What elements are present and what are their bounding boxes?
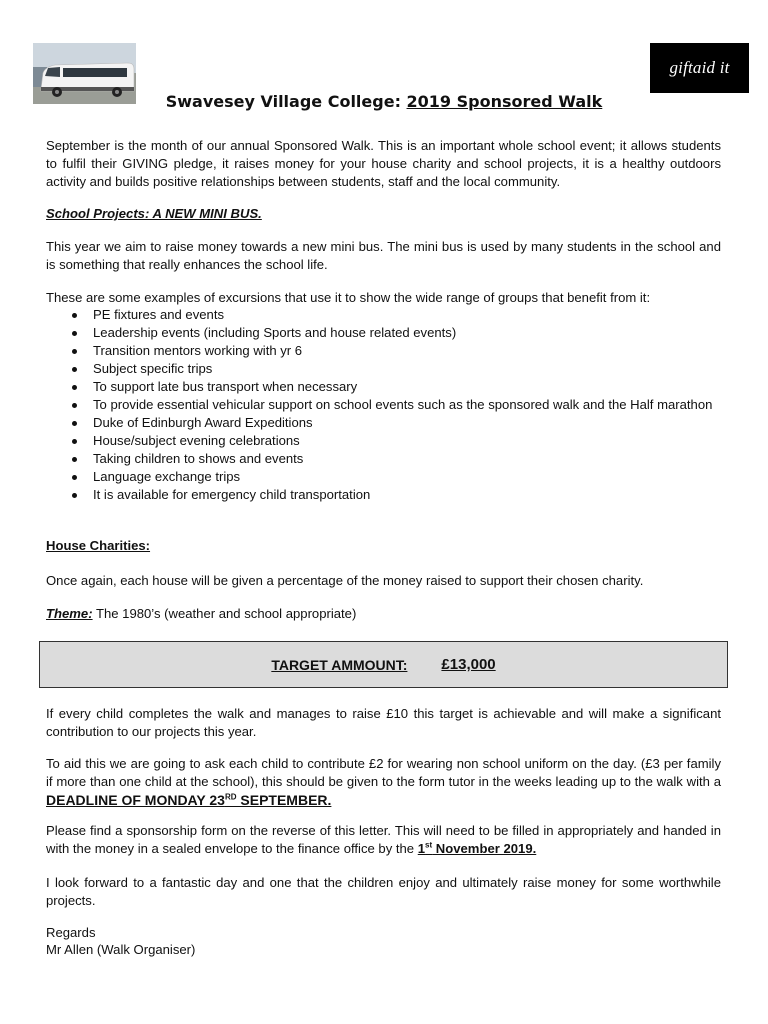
list-item [46, 306, 721, 324]
list-item-text: Subject specific trips [93, 361, 213, 376]
list-item-text: To support late bus transport when necessary [93, 379, 358, 394]
return-date [418, 841, 537, 856]
giftaid-logo [650, 43, 749, 93]
bullet-icon [72, 493, 77, 498]
title-prefix: Swavesey Village College: [165, 92, 407, 111]
list-item-text: Duke of Edinburgh Award Expeditions [93, 415, 313, 430]
charities-paragraph: Once again, each house will be given a percentage of the money raised to support their chosen charity. [46, 573, 644, 588]
intro-paragraph: September is the month of our annual Sponsored Walk. This is an important whole school event; it allows students to fulfil their GIVING pledge, it raises money for your house charity and school projects, it is a healthy outdoors activity and builds positive relationships between students, staff and the local community. [46, 138, 721, 189]
page-title [0, 92, 768, 111]
list-item [46, 324, 721, 342]
excursions-list [46, 306, 721, 504]
projects-paragraph: This year we aim to raise money towards a new mini bus. The mini bus is used by many students in the school and is something that really enhances the school life. [46, 239, 721, 272]
return-date-sup: st [425, 840, 433, 850]
bullet-icon [72, 439, 77, 444]
projects-heading-text: School Projects: A NEW MINI BUS. [46, 206, 262, 221]
bullet-icon [72, 313, 77, 318]
theme-text: The 1980’s (weather and school appropriate) [92, 606, 357, 621]
list-item-text: Taking children to shows and events [93, 451, 304, 466]
giftaid-logo-text: giftaid it [669, 58, 730, 77]
bullet-icon [72, 421, 77, 426]
target-label: TARGET AMMOUNT: [271, 656, 408, 673]
list-item [46, 396, 721, 414]
target-amount: £13,000 [441, 656, 496, 673]
bullet-icon [72, 457, 77, 462]
return-date-main: 1 [417, 841, 426, 856]
body-paragraph-3 [46, 822, 721, 858]
list-item [46, 414, 721, 432]
bullet-icon [72, 349, 77, 354]
list-item-text: Leadership events (including Sports and house related events) [93, 325, 457, 340]
theme-line [46, 605, 721, 623]
projects-heading [46, 205, 721, 223]
list-item-text: To provide essential vehicular support on school events such as the sponsored walk and the Half marathon [93, 397, 713, 412]
title-underlined: 2019 Sponsored Walk [406, 92, 603, 111]
bullet-icon [72, 367, 77, 372]
list-item-text: Language exchange trips [93, 469, 241, 484]
bullet-icon [72, 385, 77, 390]
list-item-text: Transition mentors working with yr 6 [93, 343, 303, 358]
charities-heading [46, 537, 721, 555]
regards: Regards [46, 925, 96, 940]
bullet-icon [72, 475, 77, 480]
target-amount-box [39, 641, 728, 688]
list-item [46, 432, 721, 450]
list-item-text: PE fixtures and events [93, 307, 225, 322]
list-item-text: It is available for emergency child transportation [93, 487, 371, 502]
list-item [46, 450, 721, 468]
deadline-main: DEADLINE OF MONDAY 23 [46, 792, 225, 808]
list-item [46, 486, 721, 504]
list-intro: These are some examples of excursions that use it to show the wide range of groups that benefit from it: [46, 290, 651, 305]
theme-label: Theme: [46, 606, 93, 621]
list-item [46, 360, 721, 378]
deadline-text [46, 792, 331, 808]
signature-name: Mr Allen (Walk Organiser) [46, 942, 196, 957]
bullet-icon [72, 331, 77, 336]
charities-heading-text: House Charities: [46, 538, 151, 553]
body-paragraph-1: If every child completes the walk and manages to raise £10 this target is achievable and will make a significant contribution to our projects this year. [46, 706, 721, 739]
list-item [46, 342, 721, 360]
bullet-icon [72, 403, 77, 408]
body-paragraph-2-text: To aid this we are going to ask each child to contribute £2 for wearing non school uniform on the day. (£3 per family if more than one child at the school), this should be given to the form tutor in the weeks leading up to the walk with a [46, 756, 721, 789]
body-paragraph-4: I look forward to a fantastic day and one that the children enjoy and ultimately raise money for some worthwhile projects. [46, 875, 721, 908]
list-item [46, 468, 721, 486]
list-item-text: House/subject evening celebrations [93, 433, 300, 448]
body-paragraph-2 [46, 755, 721, 810]
deadline-end: SEPTEMBER. [236, 792, 332, 808]
list-item [46, 378, 721, 396]
body-paragraph-3-text: Please find a sponsorship form on the reverse of this letter. This will need to be filled in appropriately and handed in with the money in a sealed envelope to the finance office by the [46, 823, 721, 856]
return-date-end: November 2019. [432, 841, 537, 856]
deadline-sup: RD [224, 792, 237, 802]
